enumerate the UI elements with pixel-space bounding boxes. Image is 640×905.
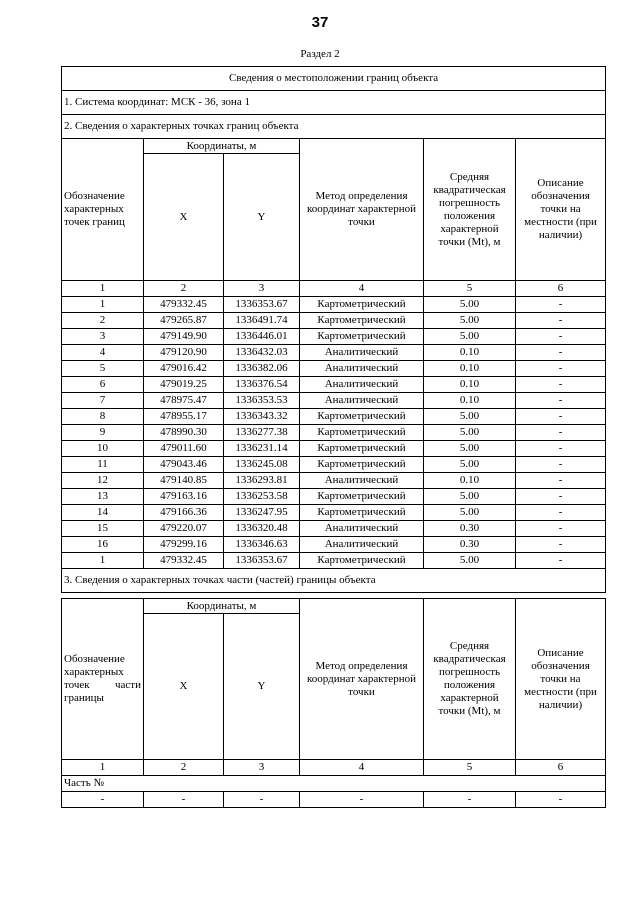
cell-y: 1336491.74 <box>224 313 300 329</box>
cell-x: 479220.07 <box>144 521 224 537</box>
cell-desc: - <box>516 377 606 393</box>
table-row <box>62 393 606 409</box>
cell-desc: - <box>516 409 606 425</box>
cell-method: Картометрический <box>300 489 424 505</box>
cell-x: 479140.85 <box>144 473 224 489</box>
cell-method: Картометрический <box>300 329 424 345</box>
cell-mt: 5.00 <box>424 553 516 569</box>
cell-mt: 5.00 <box>424 489 516 505</box>
cell-y: 1336353.67 <box>224 553 300 569</box>
cell-method: Аналитический <box>300 377 424 393</box>
table-row <box>62 505 606 521</box>
cell-desc: - <box>516 489 606 505</box>
cell-n: 6 <box>62 377 144 393</box>
header3-designation: Обозначение характерных точек части границы <box>62 599 144 760</box>
cell-y: 1336293.81 <box>224 473 300 489</box>
cell-x: 478955.17 <box>144 409 224 425</box>
table-row <box>62 489 606 505</box>
table-row <box>62 425 606 441</box>
header-method: Метод определения координат характерной точки <box>300 139 424 281</box>
cell-y: 1336245.08 <box>224 457 300 473</box>
part-number-label: Часть № <box>62 776 606 792</box>
cell-method: Картометрический <box>300 553 424 569</box>
cell-n: 9 <box>62 425 144 441</box>
cell-desc: - <box>516 425 606 441</box>
empty-cell: - <box>300 792 424 808</box>
cell-mt: 0.10 <box>424 393 516 409</box>
column-number-row <box>62 281 606 297</box>
col-number: 6 <box>516 281 606 297</box>
boundary-points-table <box>61 66 606 593</box>
header3-coordinates: Координаты, м <box>144 599 300 614</box>
cell-n: 5 <box>62 361 144 377</box>
column-number-row <box>62 760 606 776</box>
cell-y: 1336353.53 <box>224 393 300 409</box>
cell-mt: 0.30 <box>424 537 516 553</box>
col-number: 5 <box>424 760 516 776</box>
cell-mt: 5.00 <box>424 425 516 441</box>
cell-mt: 0.10 <box>424 377 516 393</box>
cell-desc: - <box>516 361 606 377</box>
part3-title: 3. Сведения о характерных точках части (частей) границы объекта <box>62 569 606 593</box>
cell-n: 4 <box>62 345 144 361</box>
cell-x: 479265.87 <box>144 313 224 329</box>
cell-desc: - <box>516 553 606 569</box>
cell-y: 1336432.03 <box>224 345 300 361</box>
cell-n: 14 <box>62 505 144 521</box>
col-number: 2 <box>144 281 224 297</box>
cell-method: Аналитический <box>300 345 424 361</box>
cell-n: 2 <box>62 313 144 329</box>
cell-x: 479332.45 <box>144 553 224 569</box>
cell-y: 1336253.58 <box>224 489 300 505</box>
cell-method: Аналитический <box>300 537 424 553</box>
col-number: 2 <box>144 760 224 776</box>
cell-n: 7 <box>62 393 144 409</box>
cell-n: 1 <box>62 297 144 313</box>
cell-x: 479299.16 <box>144 537 224 553</box>
cell-x: 479149.90 <box>144 329 224 345</box>
cell-mt: 5.00 <box>424 329 516 345</box>
cell-y: 1336320.48 <box>224 521 300 537</box>
cell-mt: 0.30 <box>424 521 516 537</box>
cell-x: 479120.90 <box>144 345 224 361</box>
cell-n: 10 <box>62 441 144 457</box>
cell-desc: - <box>516 457 606 473</box>
cell-n: 16 <box>62 537 144 553</box>
cell-desc: - <box>516 473 606 489</box>
header3-x: X <box>144 614 224 760</box>
cell-method: Картометрический <box>300 297 424 313</box>
col-number: 3 <box>224 760 300 776</box>
table-row <box>62 441 606 457</box>
table-row <box>62 457 606 473</box>
cell-x: 479016.42 <box>144 361 224 377</box>
cell-desc: - <box>516 297 606 313</box>
cell-n: 8 <box>62 409 144 425</box>
empty-cell: - <box>62 792 144 808</box>
cell-desc: - <box>516 393 606 409</box>
table-row <box>62 521 606 537</box>
cell-n: 13 <box>62 489 144 505</box>
table-row <box>62 329 606 345</box>
col-number: 4 <box>300 281 424 297</box>
col-number: 3 <box>224 281 300 297</box>
cell-method: Картометрический <box>300 457 424 473</box>
table-row <box>62 553 606 569</box>
cell-y: 1336247.95 <box>224 505 300 521</box>
section-title: Раздел 2 <box>300 48 340 60</box>
col-number: 6 <box>516 760 606 776</box>
cell-y: 1336446.01 <box>224 329 300 345</box>
cell-y: 1336343.32 <box>224 409 300 425</box>
header3-error: Средняя квадратическая погрешность положения характерной точки (Mt), м <box>424 599 516 760</box>
cell-desc: - <box>516 537 606 553</box>
header-x: X <box>144 154 224 281</box>
coordinate-system: 1. Система координат: МСК - 36, зона 1 <box>62 91 606 115</box>
page-number: 37 <box>311 14 329 31</box>
header3-description: Описание обозначения точки на местности (при наличии) <box>516 599 606 760</box>
cell-x: 479332.45 <box>144 297 224 313</box>
cell-mt: 0.10 <box>424 473 516 489</box>
cell-desc: - <box>516 505 606 521</box>
cell-method: Картометрический <box>300 425 424 441</box>
table-row <box>62 297 606 313</box>
cell-desc: - <box>516 313 606 329</box>
cell-mt: 5.00 <box>424 297 516 313</box>
cell-x: 479019.25 <box>144 377 224 393</box>
empty-cell: - <box>224 792 300 808</box>
cell-desc: - <box>516 441 606 457</box>
table-title: Сведения о местоположении границ объекта <box>62 67 606 91</box>
header-error: Средняя квадратическая погрешность положения характерной точки (Mt), м <box>424 139 516 281</box>
header3-y: Y <box>224 614 300 760</box>
col-number: 1 <box>62 760 144 776</box>
table-row <box>62 409 606 425</box>
cell-x: 478990.30 <box>144 425 224 441</box>
empty-row <box>62 792 606 808</box>
empty-cell: - <box>424 792 516 808</box>
col-number: 1 <box>62 281 144 297</box>
cell-method: Картометрический <box>300 409 424 425</box>
empty-cell: - <box>516 792 606 808</box>
cell-method: Картометрический <box>300 441 424 457</box>
table-row <box>62 361 606 377</box>
cell-method: Картометрический <box>300 505 424 521</box>
cell-x: 479163.16 <box>144 489 224 505</box>
cell-method: Аналитический <box>300 473 424 489</box>
cell-mt: 0.10 <box>424 345 516 361</box>
cell-desc: - <box>516 329 606 345</box>
table-row <box>62 313 606 329</box>
cell-y: 1336346.63 <box>224 537 300 553</box>
cell-x: 479011.60 <box>144 441 224 457</box>
cell-method: Аналитический <box>300 393 424 409</box>
empty-cell: - <box>144 792 224 808</box>
col-number: 4 <box>300 760 424 776</box>
cell-y: 1336277.38 <box>224 425 300 441</box>
cell-y: 1336353.67 <box>224 297 300 313</box>
cell-y: 1336382.06 <box>224 361 300 377</box>
col-number: 5 <box>424 281 516 297</box>
cell-x: 479166.36 <box>144 505 224 521</box>
cell-desc: - <box>516 345 606 361</box>
table-row <box>62 377 606 393</box>
cell-n: 12 <box>62 473 144 489</box>
header-y: Y <box>224 154 300 281</box>
cell-mt: 5.00 <box>424 313 516 329</box>
cell-n: 11 <box>62 457 144 473</box>
cell-y: 1336231.14 <box>224 441 300 457</box>
cell-mt: 5.00 <box>424 457 516 473</box>
part2-title: 2. Сведения о характерных точках границ объекта <box>62 115 606 139</box>
cell-x: 479043.46 <box>144 457 224 473</box>
cell-mt: 0.10 <box>424 361 516 377</box>
cell-mt: 5.00 <box>424 505 516 521</box>
header-description: Описание обозначения точки на местности (при наличии) <box>516 139 606 281</box>
header-designation: Обозначение характерных точек границ <box>62 139 144 281</box>
part-points-table <box>61 598 606 808</box>
header-coordinates: Координаты, м <box>144 139 300 154</box>
cell-n: 15 <box>62 521 144 537</box>
table-row <box>62 473 606 489</box>
cell-y: 1336376.54 <box>224 377 300 393</box>
table-row <box>62 537 606 553</box>
cell-method: Картометрический <box>300 313 424 329</box>
table-row <box>62 345 606 361</box>
cell-mt: 5.00 <box>424 409 516 425</box>
cell-mt: 5.00 <box>424 441 516 457</box>
cell-x: 478975.47 <box>144 393 224 409</box>
cell-n: 1 <box>62 553 144 569</box>
cell-desc: - <box>516 521 606 537</box>
cell-method: Аналитический <box>300 361 424 377</box>
cell-n: 3 <box>62 329 144 345</box>
cell-method: Аналитический <box>300 521 424 537</box>
header3-method: Метод определения координат характерной точки <box>300 599 424 760</box>
